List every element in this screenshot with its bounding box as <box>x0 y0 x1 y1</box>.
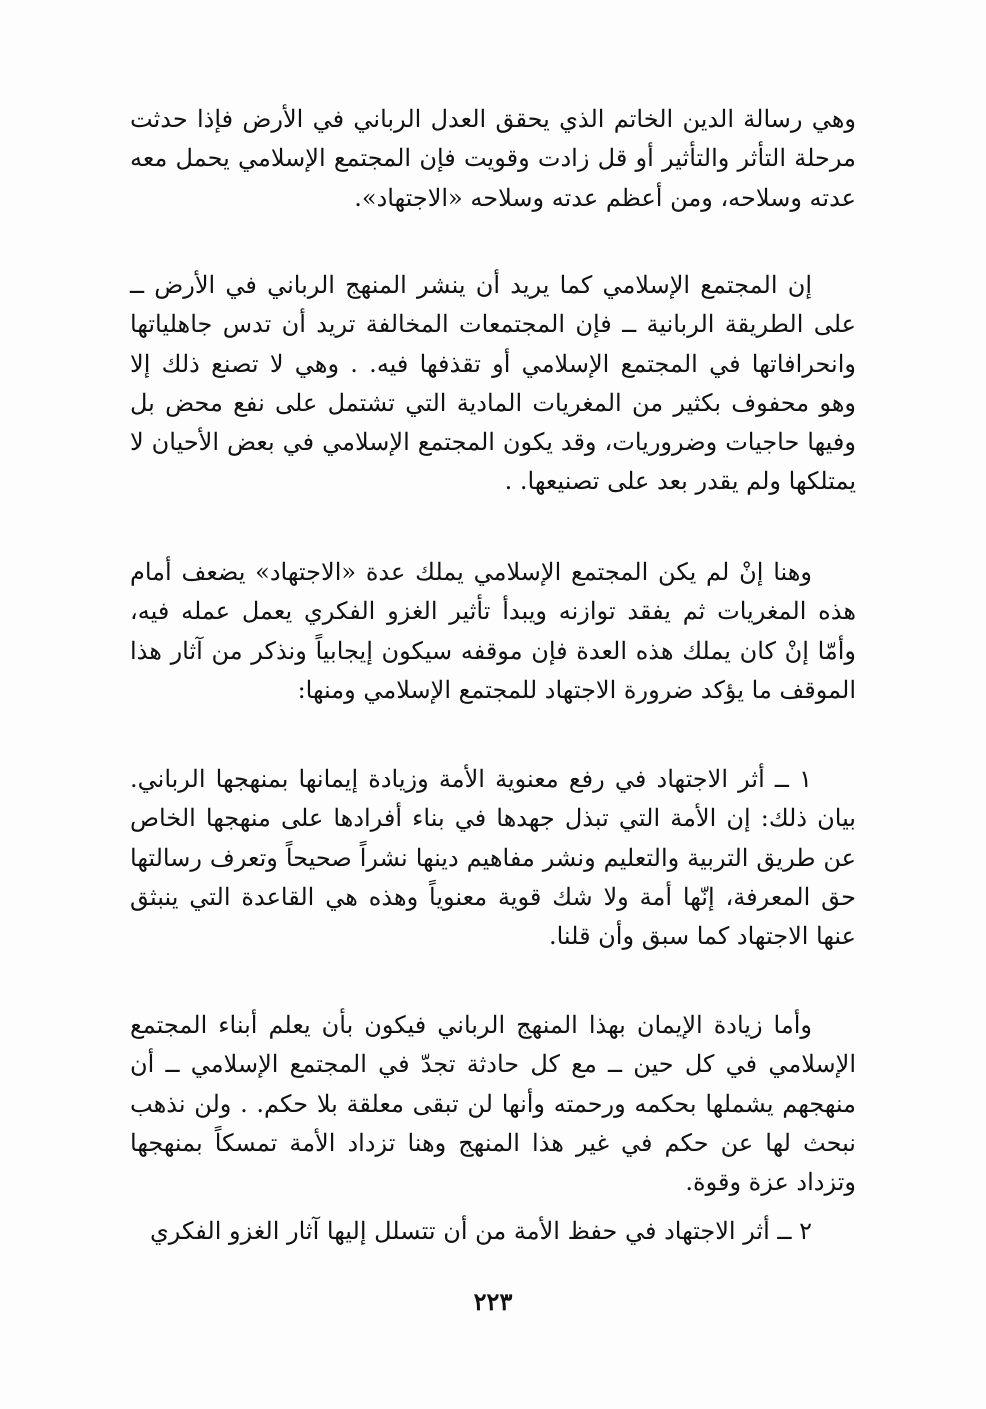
paragraph: وهي رسالة الدين الخاتم الذي يحقق العدل الرباني في الأرض فإذا حدثت مرحلة التأثر والتأثير أو قل زادت وقويت فإن المجتمع الإسلامي يحمل معه عدته وسلاحه، ومن أعظم عدته وسلاحه «الاجتهاد». <box>130 105 856 212</box>
paragraph-1-block <box>130 100 856 218</box>
paragraph: وهنا إنْ لم يكن المجتمع الإسلامي يملك عدة «الاجتهاد» يضعف أمام هذه المغريات ثم يفقد توازنه ويبدأ تأثير الغزو الفكري يعمل عمله فيه، وأمّا إنْ كان يملك هذه العدة فإن موقفه سيكون إيجابياً ونذكر من آثار هذا الموقف ما يؤكد ضرورة الاجتهاد للمجتمع الإسلامي ومنها: <box>130 558 856 704</box>
numbered-point: ١ ــ أثر الاجتهاد في رفع معنوية الأمة وزيادة إيمانها بمنهجها الرباني. بيان ذلك: إن الأمة التي تبذل جهدها في بناء أفرادها على منهجها الخاص عن طريق التربية والتعليم ونشر مفاهيم دينها نشراً صحيحاً وتعرف رسالتها حق المعرفة، إنّها أمة ولا شك قوية معنوياً وهذه هي القاعدة التي ينبثق عنها الاجتهاد كما سبق وأن قلنا. <box>130 765 856 951</box>
numbered-point: ٢ ــ أثر الاجتهاد في حفظ الأمة من أن تتسلل إليها آثار الغزو الفكري <box>149 1217 812 1245</box>
page-number: ٢٢٣ <box>473 1287 513 1316</box>
numbered-point-2-block <box>130 1212 856 1251</box>
paragraph-2-block <box>130 266 856 502</box>
paragraph: إن المجتمع الإسلامي كما يريد أن ينشر المنهج الرباني في الأرض ــ على الطريقة الربانية ــ فإن المجتمعات المخالفة تريد أن تدس جاهلياتها وانحرافاتها في المجتمع الإسلامي أو تقذفها فيه. . وهي لا تصنع ذلك إلا وهو محفوف بكثير من المغريات المادية التي تشتمل على نفع محض بل وفيها حاجيات وضروريات، وقد يكون المجتمع الإسلامي في بعض الأحيان لا يمتلكها ولم يقدر بعد على تصنيعها. . <box>130 271 856 496</box>
paragraph-5-block <box>130 1006 856 1202</box>
numbered-point-1-block <box>130 760 856 956</box>
paragraph-3-block <box>130 553 856 710</box>
paragraph: وأما زيادة الإيمان بهذا المنهج الرباني فيكون بأن يعلم أبناء المجتمع الإسلامي في كل حين ــ مع كل حادثة تجدّ في المجتمع الإسلامي ــ أن منهجهم يشملها بحكمه ورحمته وأنها لن تبقى معلقة بلا حكم. . ولن نذهب نبحث لها عن حكم في غير هذا المنهج وهنا تزداد الأمة تمسكاً بمنهجها وتزداد عزة وقوة. <box>130 1011 856 1197</box>
